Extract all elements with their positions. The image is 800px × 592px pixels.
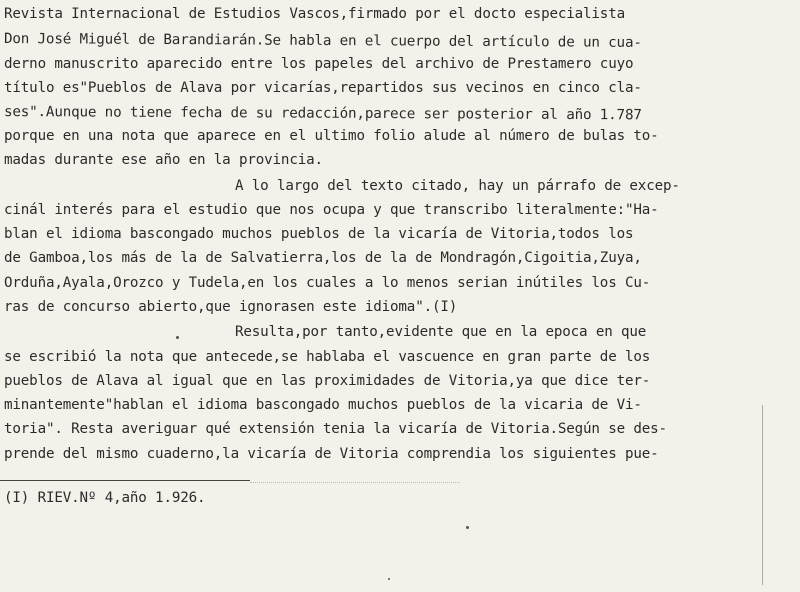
text-line-18: toria". Resta averiguar qué extensión tenia la vicaría de Vitoria.Según se des-: [4, 421, 667, 437]
text-line-8: A lo largo del texto citado, hay un párrafo de excep-: [235, 178, 680, 194]
text-line-10: blan el idioma bascongado muchos pueblos de la vicaría de Vitoria,todos los: [4, 226, 634, 242]
text-line-7: madas durante ese año en la provincia.: [4, 152, 323, 168]
footnote-rule-faint: [250, 482, 460, 483]
footnote: (I) RIEV.Nº 4,año 1.926.: [4, 490, 206, 506]
text-line-5: ses".Aunque no tiene fecha de su redacción,parece ser posterior al año 1.787: [3, 104, 642, 124]
text-line-15: se escribió la nota que antecede,se hablaba el vascuence en gran parte de los: [4, 349, 651, 365]
text-line-6: porque en una nota que aparece en el ultimo folio alude al número de bulas to-: [4, 128, 659, 144]
text-line-2: Don José Miguél de Barandiarán.Se habla en el cuerpo del artículo de un cua-: [3, 31, 642, 51]
text-line-17: minantemente"hablan el idioma bascongado muchos pueblos de la vicaria de Vi-: [4, 397, 642, 413]
text-line-1: Revista Internacional de Estudios Vascos,firmado por el docto especialista: [4, 6, 625, 22]
text-line-14: Resulta,por tanto,evidente que en la epoca en que: [235, 324, 647, 340]
text-line-11: de Gamboa,los más de la de Salvatierra,los de la de Mondragón,Cigoitia,Zuya,: [4, 250, 642, 266]
footnote-rule: [0, 480, 250, 481]
text-line-19: prende del mismo cuaderno,la vicaría de Vitoria comprendia los siguientes pue-: [4, 446, 659, 462]
ink-speck: [466, 526, 469, 529]
text-line-4: título es"Pueblos de Alava por vicarías,repartidos sus vecinos en cinco cla-: [4, 80, 642, 96]
margin-mark: [762, 405, 763, 585]
text-line-3: derno manuscrito aparecido entre los papeles del archivo de Prestamero cuyo: [4, 56, 634, 72]
text-line-13: ras de concurso abierto,que ignorasen este idioma".(I): [4, 299, 458, 315]
text-line-16: pueblos de Alava al igual que en las proximidades de Vitoria,ya que dice ter-: [4, 373, 651, 389]
ink-speck: [388, 578, 390, 580]
ink-speck: [176, 336, 179, 339]
text-line-9: cinál interés para el estudio que nos ocupa y que transcribo literalmente:"Ha-: [4, 202, 659, 218]
text-line-12: Orduña,Ayala,Orozco y Tudela,en los cuales a lo menos serian inútiles los Cu-: [4, 275, 651, 291]
